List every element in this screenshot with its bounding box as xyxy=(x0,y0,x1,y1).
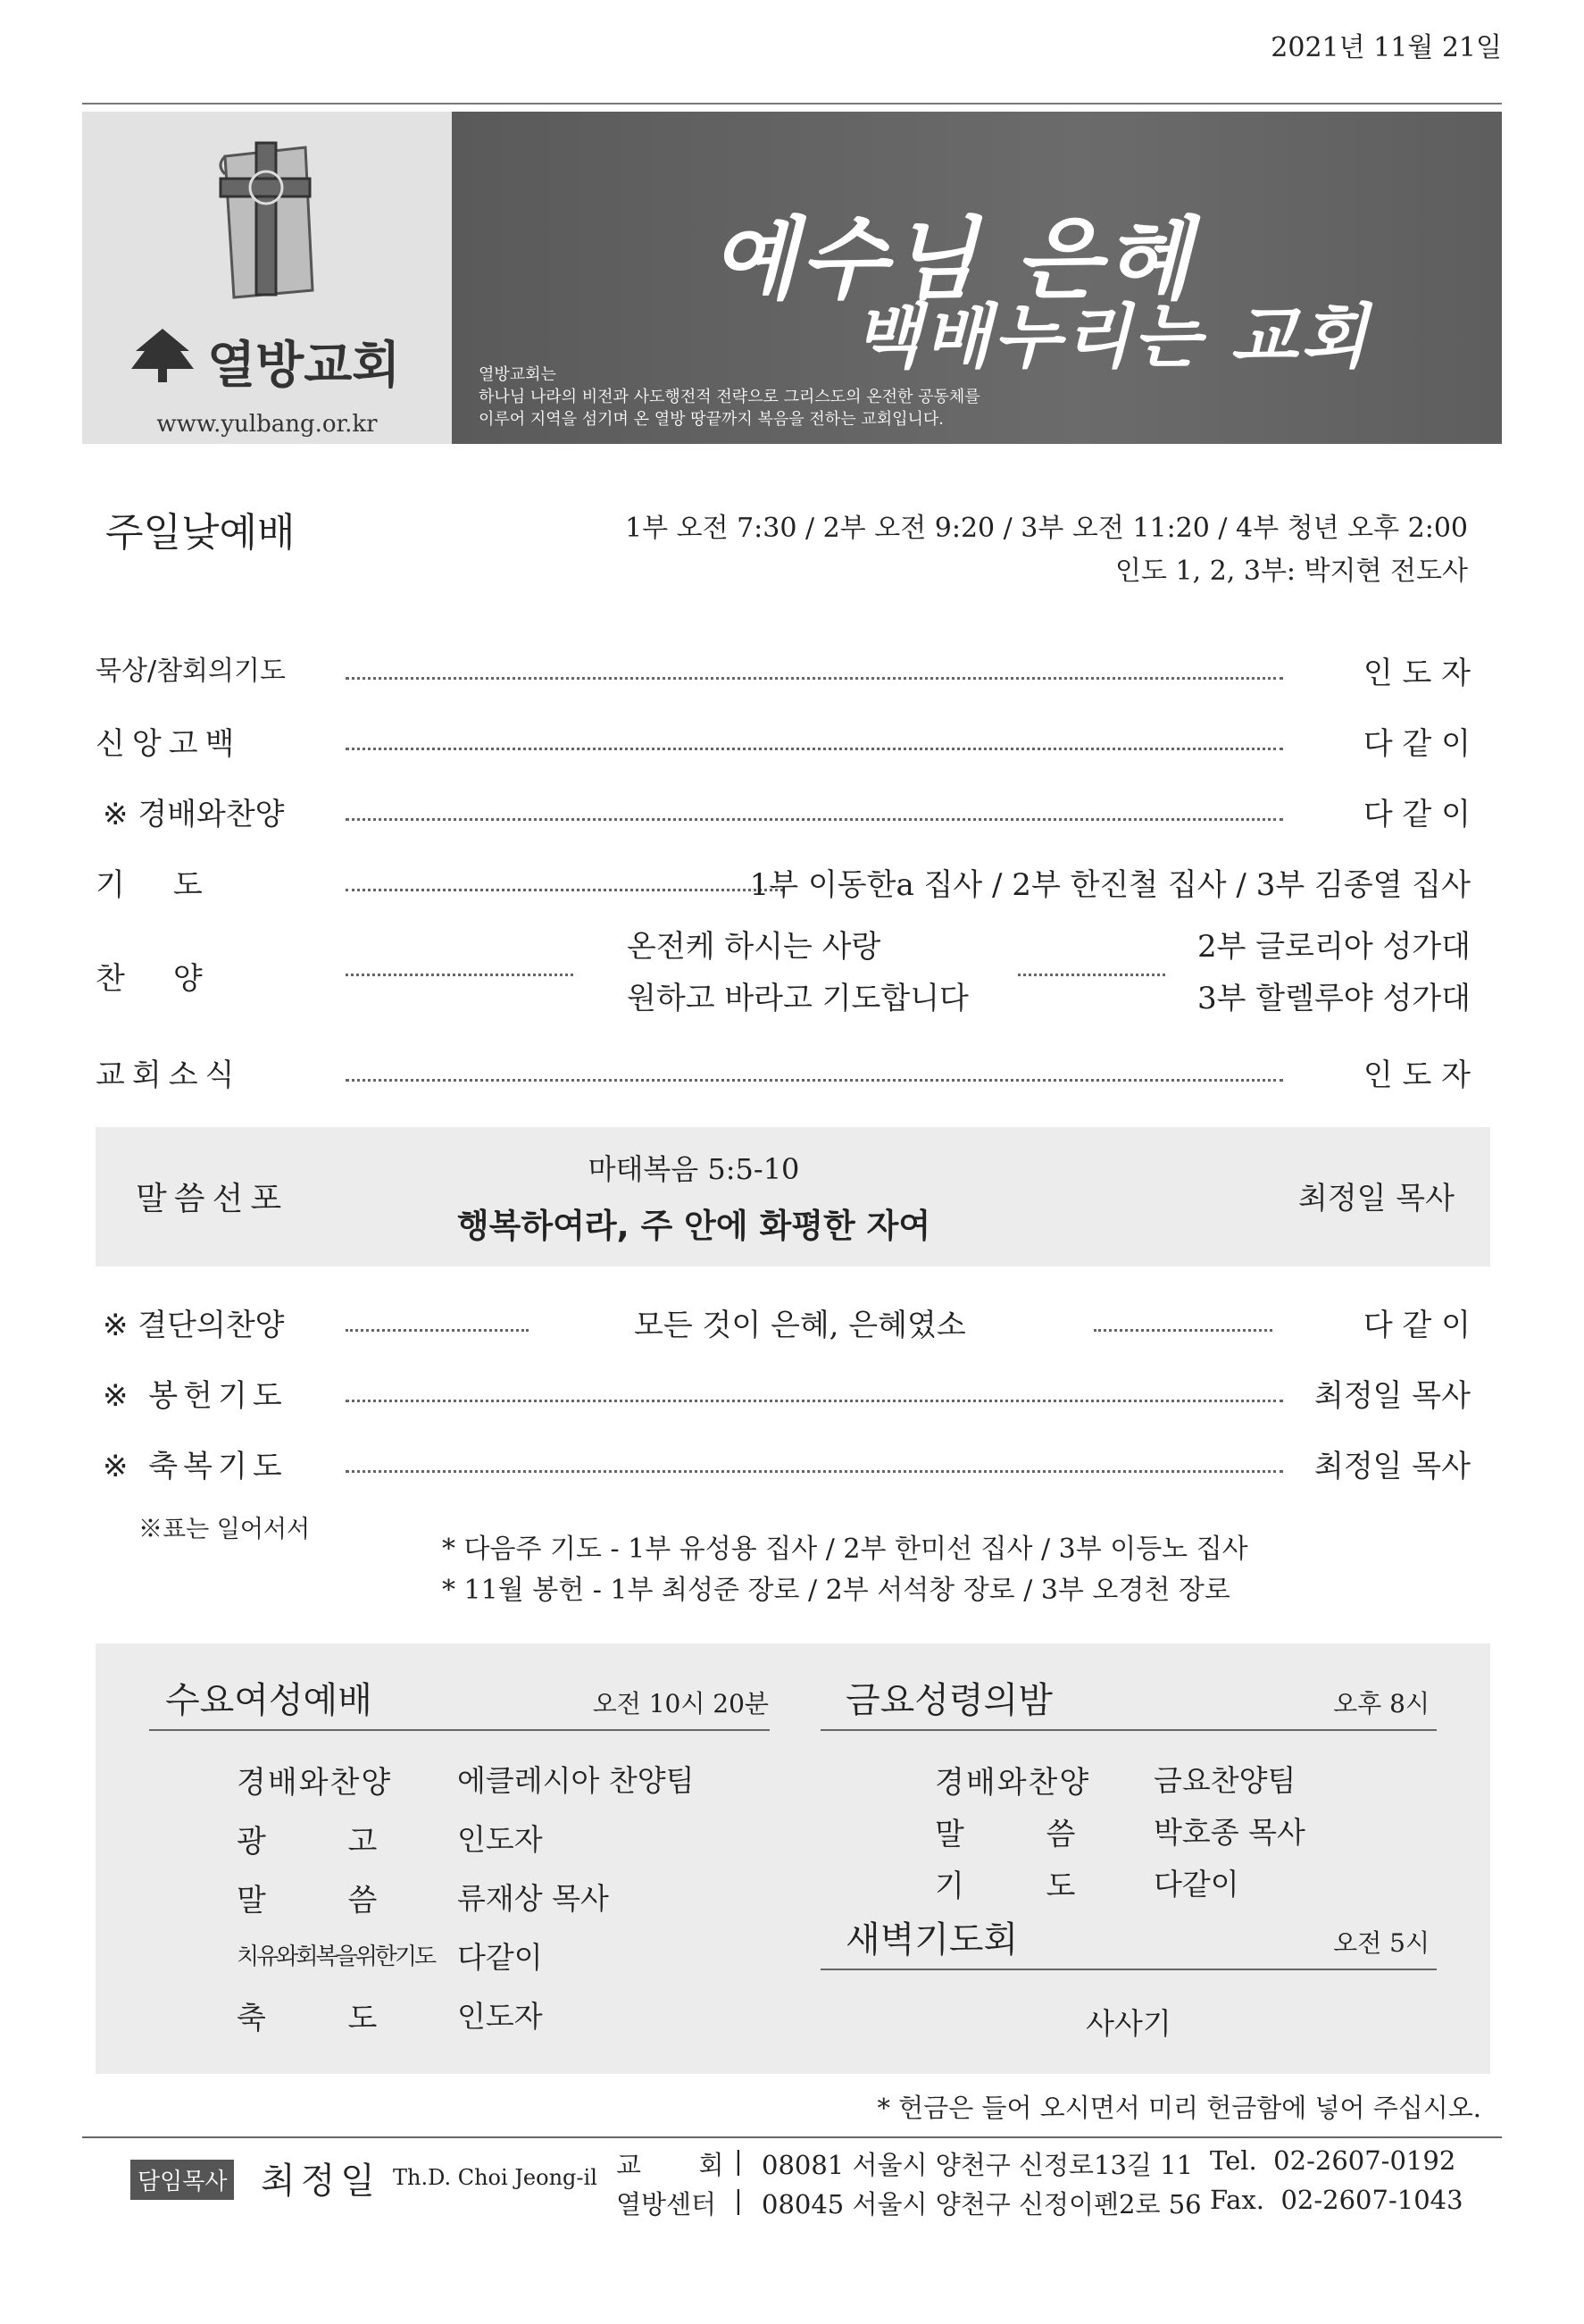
order-label: ※ 봉헌기도 xyxy=(103,1378,288,1414)
sunday-service-title: 주일낮예배 xyxy=(105,510,296,556)
wednesday-time: 오전 10시 20분 xyxy=(592,1689,769,1718)
cross-scroll-icon xyxy=(207,138,323,308)
dotted-leader xyxy=(1018,974,1165,976)
order-row xyxy=(103,1293,1471,1347)
wednesday-title: 수요여성예배 xyxy=(165,1680,372,1721)
fri-item-value: 다같이 xyxy=(1154,1867,1239,1902)
church-tree-icon xyxy=(127,324,198,387)
sermon-scripture: 마태복음 5:5-10 xyxy=(588,1152,800,1186)
order-label: 묵상/참회의기도 xyxy=(96,656,286,687)
order-value: 다 같 이 xyxy=(1363,797,1471,832)
address-separator: | xyxy=(734,2185,743,2215)
fri-item-value: 금요찬양팀 xyxy=(1154,1763,1296,1798)
top-divider xyxy=(82,103,1502,104)
wednesday-divider xyxy=(149,1729,770,1731)
order-value: 인 도 자 xyxy=(1363,1058,1471,1093)
order-row xyxy=(96,712,1471,765)
service-leader: 인도 1, 2, 3부: 박지현 전도사 xyxy=(1115,556,1468,587)
wed-item-value: 인도자 xyxy=(457,1822,543,1857)
wed-item-value: 다같이 xyxy=(457,1940,543,1975)
pastor-name: 최정일 xyxy=(261,2161,380,2202)
sermon-label: 말씀선포 xyxy=(136,1181,289,1217)
dawn-time: 오전 5시 xyxy=(1333,1928,1430,1958)
offering-prayer-note: * 11월 봉헌 - 1부 최성준 장로 / 2부 서석창 장로 / 3부 오경천 장로 xyxy=(442,1575,1230,1606)
header-banner xyxy=(82,112,1502,444)
wed-item-label: 말 씀 xyxy=(237,1883,379,1919)
order-label: 찬 양 xyxy=(96,961,203,997)
dotted-leader xyxy=(1094,1329,1272,1332)
wed-item-value: 에클레시아 찬양팀 xyxy=(457,1763,695,1798)
dotted-leader xyxy=(346,1400,1283,1402)
wed-item-value: 류재상 목사 xyxy=(457,1881,609,1916)
order-value: 최정일 목사 xyxy=(1313,1378,1471,1414)
sermon-preacher: 최정일 목사 xyxy=(1297,1181,1455,1216)
order-value: 다 같 이 xyxy=(1363,1308,1471,1343)
weekday-services-box xyxy=(96,1643,1490,2074)
order-label: 신앙고백 xyxy=(96,726,242,762)
sermon-title: 행복하여라, 주 안에 화평한 자여 xyxy=(456,1207,931,1245)
dotted-leader xyxy=(346,748,1283,750)
dawn-title: 새벽기도회 xyxy=(846,1919,1019,1960)
order-label: 교회소식 xyxy=(96,1058,242,1093)
order-row-praise xyxy=(96,920,1471,1027)
order-row xyxy=(103,1434,1471,1488)
praise-song-2: 원하고 바라고 기도합니다 xyxy=(627,981,969,1016)
address-label-church: 교 회 xyxy=(616,2150,724,2180)
fri-item-value: 박호종 목사 xyxy=(1154,1815,1305,1850)
church-description xyxy=(479,364,980,431)
dotted-leader xyxy=(346,1079,1283,1082)
fri-item-label: 경배와찬양 xyxy=(935,1765,1091,1801)
standing-note: ※표는 일어서서 xyxy=(138,1516,311,1543)
order-row xyxy=(96,853,1471,907)
offering-note: * 헌금은 들어 오시면서 미리 헌금함에 넣어 주십시오. xyxy=(877,2093,1481,2123)
wed-item-label: 광 고 xyxy=(237,1824,379,1860)
order-value: 최정일 목사 xyxy=(1313,1449,1471,1484)
order-label: ※ 경배와찬양 xyxy=(103,797,285,832)
slogan-line-1: 예수님 은혜 xyxy=(711,206,1195,312)
address-church: 08081 서울시 양천구 신정로13길 11 xyxy=(762,2150,1194,2180)
order-label: ※ 축복기도 xyxy=(103,1449,288,1484)
friday-title: 금요성령의밤 xyxy=(846,1680,1053,1721)
order-row xyxy=(96,641,1471,695)
logo-panel xyxy=(82,112,452,444)
friday-divider xyxy=(821,1729,1437,1731)
phone-number[interactable]: Tel. 02-2607-0192 xyxy=(1210,2145,1456,2176)
wed-item-value: 인도자 xyxy=(457,1999,543,2034)
fax-number: Fax. 02-2607-1043 xyxy=(1210,2185,1463,2215)
order-row xyxy=(96,1043,1471,1097)
praise-song-1: 온전케 하시는 사랑 xyxy=(627,929,881,965)
address-separator: | xyxy=(734,2145,743,2176)
order-label: 기 도 xyxy=(96,867,203,903)
friday-time: 오후 8시 xyxy=(1333,1689,1430,1718)
dotted-leader xyxy=(346,1470,1283,1473)
choir-3: 3부 할렐루야 성가대 xyxy=(1197,981,1471,1016)
address-center: 08045 서울시 양천구 신정이펜2로 56 xyxy=(762,2189,1202,2220)
order-label: ※ 결단의찬양 xyxy=(103,1308,285,1343)
pastor-badge: 담임목사 xyxy=(130,2160,234,2200)
order-value: 인 도 자 xyxy=(1363,656,1471,691)
wed-item-label: 축 도 xyxy=(237,2001,379,2036)
sermon-box xyxy=(96,1127,1490,1266)
wed-item-label: 치유와회복을위한기도 xyxy=(237,1944,435,1970)
dotted-leader xyxy=(346,889,783,891)
footer-divider xyxy=(82,2136,1502,2138)
decision-song: 모든 것이 은혜, 은혜였소 xyxy=(634,1308,966,1343)
order-row xyxy=(103,782,1471,836)
description-line: 열방교회는 xyxy=(479,365,556,384)
order-value: 다 같 이 xyxy=(1363,726,1471,762)
dotted-leader xyxy=(346,677,1283,680)
order-row xyxy=(103,1364,1471,1417)
order-value: 1부 이동한a 집사 / 2부 한진철 집사 / 3부 김종열 집사 xyxy=(749,867,1471,903)
slogan-panel xyxy=(452,112,1502,444)
pastor-title: Th.D. Choi Jeong-il xyxy=(393,2165,597,2190)
address-label-center: 열방센터 xyxy=(616,2189,717,2220)
next-prayer-note: * 다음주 기도 - 1부 유성용 집사 / 2부 한미선 집사 / 3부 이등노 집사 xyxy=(442,1534,1248,1565)
description-line: 하나님 나라의 비전과 사도행전적 전략으로 그리스도의 온전한 공동체를 xyxy=(479,388,980,406)
wed-item-label: 경배와찬양 xyxy=(237,1765,393,1801)
fri-item-label: 기 도 xyxy=(935,1868,1078,1904)
dotted-leader xyxy=(346,818,1283,821)
sunday-times xyxy=(625,507,1468,593)
church-website[interactable]: www.yulbang.or.kr xyxy=(156,411,378,438)
dawn-content: 사사기 xyxy=(1086,2006,1171,2041)
fri-item-label: 말 씀 xyxy=(935,1817,1078,1852)
description-line: 이루어 지역을 섬기며 온 열방 땅끝까지 복음을 전하는 교회입니다. xyxy=(479,410,944,429)
church-logo-name: 열방교회 xyxy=(207,337,401,395)
dotted-leader xyxy=(346,1329,529,1332)
bulletin-date: 2021년 11월 21일 xyxy=(1271,32,1502,63)
dawn-divider xyxy=(821,1969,1437,1970)
slogan-line-2: 백배누리는 교회 xyxy=(854,297,1371,378)
choir-2: 2부 글로리아 성가대 xyxy=(1197,929,1471,965)
dotted-leader xyxy=(346,974,573,976)
service-times: 1부 오전 7:30 / 2부 오전 9:20 / 3부 오전 11:20 / 4부 청년 오후 2:00 xyxy=(625,513,1468,544)
next-week-notes xyxy=(442,1529,1248,1611)
